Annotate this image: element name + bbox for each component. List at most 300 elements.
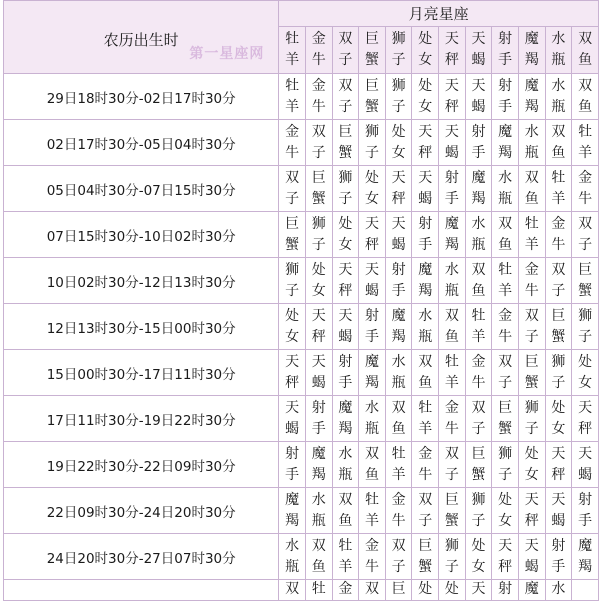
moon-sign-cell xyxy=(492,74,519,120)
moon-sign-cell xyxy=(385,350,412,396)
sign-char: 蟹 xyxy=(498,420,513,437)
moon-sign-table xyxy=(3,0,599,601)
sign-char: 双 xyxy=(578,77,593,94)
moon-sign-cell xyxy=(518,442,545,488)
sign-char: 蟹 xyxy=(444,512,459,529)
sign-char: 射 xyxy=(444,169,459,186)
sign-char: 魔 xyxy=(524,31,539,47)
sign-char: 鱼 xyxy=(444,328,459,345)
sign-char: 天 xyxy=(311,307,326,324)
sign-char: 秤 xyxy=(444,52,459,68)
sign-header-cell xyxy=(359,27,386,74)
sign-char: 手 xyxy=(338,374,353,391)
sign-char: 射 xyxy=(551,537,566,554)
sign-char: 魔 xyxy=(524,581,539,597)
moon-sign-cell xyxy=(545,396,572,442)
moon-sign-cell xyxy=(412,212,439,258)
moon-sign-cell xyxy=(359,74,386,120)
sign-char: 处 xyxy=(338,215,353,232)
birth-time-range: 02日17时30分-05日04时30分 xyxy=(4,120,279,166)
sign-char: 水 xyxy=(338,445,353,462)
birth-time-range: 24日20时30分-27日07时30分 xyxy=(4,534,279,580)
moon-sign-cell xyxy=(412,258,439,304)
sign-char: 女 xyxy=(418,52,433,68)
sign-char: 牛 xyxy=(418,466,433,483)
moon-sign-cell xyxy=(492,534,519,580)
sign-char: 巨 xyxy=(551,307,566,324)
birth-time-header xyxy=(4,1,279,74)
sign-char: 双 xyxy=(365,581,380,597)
sign-char: 处 xyxy=(551,399,566,416)
birth-time-range: 17日11时30分-19日22时30分 xyxy=(4,396,279,442)
sign-char: 瓶 xyxy=(338,466,353,483)
sign-char: 处 xyxy=(418,31,433,47)
moon-sign-cell xyxy=(572,580,599,601)
sign-char: 处 xyxy=(524,445,539,462)
table-row xyxy=(4,166,599,212)
moon-sign-cell xyxy=(439,442,466,488)
moon-sign-cell xyxy=(545,74,572,120)
sign-char: 双 xyxy=(338,77,353,94)
sign-char: 水 xyxy=(444,261,459,278)
sign-char: 天 xyxy=(391,169,406,186)
moon-sign-cell xyxy=(465,350,492,396)
sign-char: 牡 xyxy=(391,445,406,462)
sign-char: 射 xyxy=(498,581,513,597)
sign-char: 蝎 xyxy=(471,98,486,115)
sign-char: 天 xyxy=(551,491,566,508)
sign-char: 蝎 xyxy=(391,236,406,253)
sign-char: 狮 xyxy=(551,353,566,370)
sign-char: 手 xyxy=(418,236,433,253)
sign-char: 牛 xyxy=(524,282,539,299)
moon-sign-cell xyxy=(279,534,306,580)
moon-sign-cell xyxy=(492,442,519,488)
sign-char: 子 xyxy=(338,52,353,68)
sign-char: 魔 xyxy=(391,307,406,324)
sign-char: 鱼 xyxy=(391,420,406,437)
moon-sign-cell xyxy=(385,534,412,580)
moon-sign-cell xyxy=(385,258,412,304)
moon-sign-cell xyxy=(439,212,466,258)
sign-char: 鱼 xyxy=(338,512,353,529)
sign-char: 羊 xyxy=(498,282,513,299)
sign-char: 双 xyxy=(551,123,566,140)
moon-sign-cell xyxy=(412,580,439,601)
moon-sign-cell xyxy=(359,212,386,258)
moon-sign-cell xyxy=(279,74,306,120)
sign-char: 子 xyxy=(578,328,593,345)
sign-char: 射 xyxy=(418,215,433,232)
sign-char: 子 xyxy=(285,282,300,299)
moon-sign-cell xyxy=(305,442,332,488)
sign-char: 子 xyxy=(524,420,539,437)
sign-header-cell xyxy=(492,27,519,74)
sign-char: 巨 xyxy=(338,123,353,140)
sign-char: 射 xyxy=(365,307,380,324)
moon-sign-cell xyxy=(305,258,332,304)
moon-sign-cell xyxy=(412,350,439,396)
sign-char: 子 xyxy=(444,558,459,575)
sign-header-cell xyxy=(465,27,492,74)
sign-char: 金 xyxy=(338,581,353,597)
moon-sign-cell xyxy=(572,74,599,120)
moon-sign-cell xyxy=(518,396,545,442)
sign-char: 女 xyxy=(551,420,566,437)
sign-header-cell xyxy=(439,27,466,74)
sign-char: 天 xyxy=(391,215,406,232)
sign-char: 手 xyxy=(498,52,513,68)
sign-char: 手 xyxy=(578,512,593,529)
sign-char: 射 xyxy=(498,77,513,94)
sign-char: 牡 xyxy=(338,537,353,554)
moon-sign-cell xyxy=(518,120,545,166)
moon-sign-header: 月亮星座 xyxy=(279,1,599,27)
sign-char: 瓶 xyxy=(311,512,326,529)
moon-sign-cell xyxy=(518,534,545,580)
sign-char: 狮 xyxy=(285,261,300,278)
moon-sign-cell xyxy=(572,212,599,258)
moon-sign-cell xyxy=(359,396,386,442)
sign-char: 天 xyxy=(471,581,486,597)
sign-char: 牛 xyxy=(285,144,300,161)
sign-char: 子 xyxy=(365,144,380,161)
sign-char: 秤 xyxy=(285,374,300,391)
sign-char: 女 xyxy=(391,144,406,161)
sign-char: 手 xyxy=(391,282,406,299)
moon-sign-cell xyxy=(518,488,545,534)
sign-char: 天 xyxy=(365,261,380,278)
sign-char: 金 xyxy=(524,261,539,278)
sign-char: 处 xyxy=(285,307,300,324)
sign-char: 子 xyxy=(338,98,353,115)
moon-sign-cell xyxy=(465,396,492,442)
sign-char: 牛 xyxy=(311,52,326,68)
sign-char: 女 xyxy=(338,236,353,253)
sign-char: 羯 xyxy=(578,558,593,575)
table-row xyxy=(4,396,599,442)
sign-char: 子 xyxy=(391,558,406,575)
moon-sign-cell xyxy=(545,258,572,304)
moon-sign-cell xyxy=(439,350,466,396)
moon-sign-cell xyxy=(572,350,599,396)
sign-char: 水 xyxy=(365,399,380,416)
moon-sign-cell xyxy=(492,350,519,396)
sign-char: 子 xyxy=(551,374,566,391)
moon-sign-cell xyxy=(359,534,386,580)
sign-char: 水 xyxy=(551,31,566,47)
sign-char: 魔 xyxy=(471,169,486,186)
sign-char: 子 xyxy=(471,512,486,529)
birth-time-range: 15日00时30分-17日11时30分 xyxy=(4,350,279,396)
sign-char: 子 xyxy=(578,236,593,253)
moon-sign-cell xyxy=(572,488,599,534)
moon-sign-cell xyxy=(412,304,439,350)
birth-time-label: 农历出生时 xyxy=(103,30,179,49)
sign-char: 巨 xyxy=(285,215,300,232)
sign-char: 蟹 xyxy=(471,466,486,483)
sign-char: 羊 xyxy=(338,558,353,575)
sign-char: 牡 xyxy=(285,31,300,47)
moon-sign-cell xyxy=(385,120,412,166)
sign-char: 手 xyxy=(551,558,566,575)
sign-char: 秤 xyxy=(524,512,539,529)
moon-sign-cell xyxy=(439,304,466,350)
sign-char: 女 xyxy=(578,374,593,391)
moon-sign-cell xyxy=(492,258,519,304)
sign-char: 巨 xyxy=(524,353,539,370)
moon-sign-cell xyxy=(465,74,492,120)
sign-char: 瓶 xyxy=(418,328,433,345)
sign-char: 狮 xyxy=(391,77,406,94)
birth-time-range: 19日22时30分-22日09时30分 xyxy=(4,442,279,488)
sign-char: 瓶 xyxy=(524,144,539,161)
sign-char: 水 xyxy=(524,123,539,140)
moon-sign-cell xyxy=(439,580,466,601)
sign-char: 蟹 xyxy=(578,282,593,299)
moon-sign-cell xyxy=(465,166,492,212)
moon-sign-cell xyxy=(332,74,359,120)
table-row xyxy=(4,442,599,488)
moon-sign-cell xyxy=(359,120,386,166)
sign-char: 天 xyxy=(338,261,353,278)
sign-char: 双 xyxy=(578,31,593,47)
sign-char: 蟹 xyxy=(551,328,566,345)
moon-sign-cell xyxy=(465,304,492,350)
sign-char: 天 xyxy=(365,215,380,232)
sign-char: 女 xyxy=(311,282,326,299)
moon-sign-cell xyxy=(305,534,332,580)
moon-sign-cell xyxy=(332,120,359,166)
moon-sign-cell xyxy=(385,166,412,212)
table-row xyxy=(4,304,599,350)
moon-sign-cell xyxy=(439,396,466,442)
moon-sign-cell xyxy=(332,580,359,601)
sign-char: 双 xyxy=(498,215,513,232)
sign-char: 羯 xyxy=(418,282,433,299)
moon-sign-cell xyxy=(385,580,412,601)
sign-char: 双 xyxy=(285,581,300,597)
sign-char: 双 xyxy=(365,445,380,462)
sign-char: 射 xyxy=(311,399,326,416)
sign-char: 羊 xyxy=(524,236,539,253)
moon-sign-cell xyxy=(545,120,572,166)
sign-char: 天 xyxy=(285,353,300,370)
moon-sign-cell xyxy=(305,304,332,350)
sign-char: 射 xyxy=(338,353,353,370)
sign-char: 女 xyxy=(365,190,380,207)
moon-sign-cell xyxy=(465,442,492,488)
sign-char: 手 xyxy=(444,190,459,207)
sign-char: 天 xyxy=(444,123,459,140)
sign-header-cell xyxy=(518,27,545,74)
moon-sign-cell xyxy=(279,166,306,212)
sign-char: 处 xyxy=(471,537,486,554)
moon-sign-cell xyxy=(359,258,386,304)
table-row xyxy=(4,212,599,258)
sign-char: 鱼 xyxy=(578,98,593,115)
sign-char: 魔 xyxy=(498,123,513,140)
sign-char: 子 xyxy=(285,190,300,207)
table-row xyxy=(4,350,599,396)
sign-char: 金 xyxy=(418,445,433,462)
sign-char: 蝎 xyxy=(418,190,433,207)
moon-sign-cell xyxy=(385,396,412,442)
moon-sign-cell xyxy=(279,488,306,534)
sign-char: 羊 xyxy=(551,190,566,207)
sign-char: 羊 xyxy=(391,466,406,483)
moon-sign-cell xyxy=(412,120,439,166)
sign-char: 处 xyxy=(311,261,326,278)
table-row-partial xyxy=(4,580,599,601)
sign-header-cell xyxy=(385,27,412,74)
sign-char: 狮 xyxy=(338,169,353,186)
moon-sign-cell xyxy=(439,120,466,166)
sign-char: 射 xyxy=(498,31,513,47)
sign-char: 巨 xyxy=(391,581,406,597)
sign-char: 金 xyxy=(471,353,486,370)
sign-char: 巨 xyxy=(418,537,433,554)
sign-char: 双 xyxy=(444,445,459,462)
sign-char: 水 xyxy=(471,215,486,232)
sign-char: 双 xyxy=(551,261,566,278)
moon-sign-cell xyxy=(518,166,545,212)
moon-sign-cell xyxy=(572,258,599,304)
sign-char: 瓶 xyxy=(471,236,486,253)
sign-char: 双 xyxy=(471,261,486,278)
moon-sign-cell xyxy=(545,442,572,488)
sign-char: 牡 xyxy=(444,353,459,370)
sign-char: 蝎 xyxy=(551,512,566,529)
birth-time-range: 12日13时30分-15日00时30分 xyxy=(4,304,279,350)
moon-sign-cell xyxy=(279,350,306,396)
moon-sign-cell xyxy=(305,120,332,166)
sign-char: 魔 xyxy=(578,537,593,554)
sign-char: 羯 xyxy=(444,236,459,253)
sign-char: 子 xyxy=(311,144,326,161)
sign-char: 子 xyxy=(524,328,539,345)
sign-header-cell xyxy=(572,27,599,74)
moon-sign-cell xyxy=(572,396,599,442)
sign-char: 水 xyxy=(418,307,433,324)
moon-sign-cell xyxy=(492,120,519,166)
moon-sign-cell xyxy=(305,488,332,534)
sign-char: 羊 xyxy=(285,98,300,115)
sign-char: 秤 xyxy=(311,328,326,345)
sign-char: 瓶 xyxy=(285,558,300,575)
moon-sign-cell xyxy=(465,212,492,258)
sign-char: 狮 xyxy=(391,31,406,47)
sign-char: 处 xyxy=(418,77,433,94)
sign-char: 巨 xyxy=(444,491,459,508)
moon-sign-cell xyxy=(385,212,412,258)
sign-char: 瓶 xyxy=(365,420,380,437)
sign-char: 牡 xyxy=(551,169,566,186)
sign-char: 牡 xyxy=(578,123,593,140)
moon-sign-cell xyxy=(305,350,332,396)
sign-char: 双 xyxy=(338,31,353,47)
sign-char: 蝎 xyxy=(338,328,353,345)
sign-char: 金 xyxy=(444,399,459,416)
sign-char: 子 xyxy=(311,236,326,253)
moon-sign-cell xyxy=(492,488,519,534)
sign-char: 羊 xyxy=(418,420,433,437)
sign-char: 处 xyxy=(391,123,406,140)
moon-sign-cell xyxy=(332,212,359,258)
sign-char: 双 xyxy=(524,169,539,186)
sign-char: 羊 xyxy=(285,52,300,68)
birth-time-range xyxy=(4,580,279,601)
moon-sign-cell xyxy=(492,580,519,601)
moon-sign-cell xyxy=(332,304,359,350)
moon-sign-cell xyxy=(359,488,386,534)
moon-sign-cell xyxy=(439,258,466,304)
sign-char: 子 xyxy=(391,52,406,68)
sign-char: 魔 xyxy=(365,353,380,370)
sign-char: 子 xyxy=(471,420,486,437)
moon-sign-cell xyxy=(305,396,332,442)
moon-sign-cell xyxy=(545,534,572,580)
moon-sign-cell xyxy=(439,74,466,120)
moon-sign-cell xyxy=(492,396,519,442)
sign-char: 羯 xyxy=(338,420,353,437)
sign-char: 巨 xyxy=(471,445,486,462)
moon-sign-cell xyxy=(305,212,332,258)
sign-char: 蟹 xyxy=(285,236,300,253)
sign-char: 牡 xyxy=(524,215,539,232)
moon-sign-cell xyxy=(465,580,492,601)
moon-sign-cell xyxy=(492,212,519,258)
sign-char: 手 xyxy=(498,98,513,115)
sign-char: 魔 xyxy=(338,399,353,416)
moon-sign-cell xyxy=(572,166,599,212)
sign-char: 女 xyxy=(418,98,433,115)
sign-char: 秤 xyxy=(551,466,566,483)
sign-char: 子 xyxy=(444,466,459,483)
sign-char: 狮 xyxy=(444,537,459,554)
moon-sign-cell xyxy=(545,212,572,258)
sign-char: 蝎 xyxy=(444,144,459,161)
moon-sign-cell xyxy=(465,120,492,166)
sign-char: 子 xyxy=(551,282,566,299)
sign-char: 天 xyxy=(578,445,593,462)
sign-char: 蟹 xyxy=(418,558,433,575)
table-row xyxy=(4,120,599,166)
sign-char: 射 xyxy=(391,261,406,278)
moon-sign-cell xyxy=(439,534,466,580)
moon-sign-cell xyxy=(439,488,466,534)
sign-char: 双 xyxy=(285,169,300,186)
moon-sign-cell xyxy=(412,396,439,442)
sign-char: 水 xyxy=(311,491,326,508)
sign-char: 射 xyxy=(578,491,593,508)
moon-sign-cell xyxy=(279,304,306,350)
sign-char: 处 xyxy=(498,491,513,508)
sign-char: 手 xyxy=(285,466,300,483)
moon-sign-cell xyxy=(305,580,332,601)
sign-char: 蝎 xyxy=(365,282,380,299)
moon-sign-cell xyxy=(545,350,572,396)
birth-time-range: 07日15时30分-10日02时30分 xyxy=(4,212,279,258)
moon-sign-cell xyxy=(359,166,386,212)
table-row xyxy=(4,258,599,304)
moon-sign-cell xyxy=(572,120,599,166)
sign-char: 天 xyxy=(551,445,566,462)
sign-char: 羊 xyxy=(578,144,593,161)
sign-char: 天 xyxy=(311,353,326,370)
sign-char: 蟹 xyxy=(524,374,539,391)
sign-char: 牡 xyxy=(285,77,300,94)
